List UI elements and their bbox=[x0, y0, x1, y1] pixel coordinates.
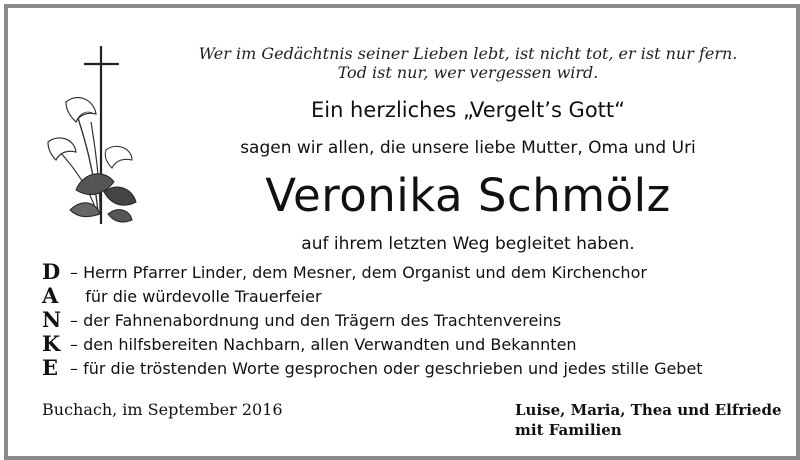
deceased-name: Veronika Schmölz bbox=[265, 169, 671, 222]
signature-names: Luise, Maria, Thea und Elfriede bbox=[515, 401, 782, 419]
danke-letter: A bbox=[42, 283, 59, 308]
obituary-card bbox=[4, 4, 800, 460]
intro-text: sagen wir allen, die unsere liebe Mutter, Oma und Uri bbox=[240, 138, 696, 158]
thanks-headline: Ein herzliches „Vergelt’s Gott“ bbox=[310, 98, 626, 122]
memorial-quote-line-2: Tod ist nur, wer vergessen wird. bbox=[337, 63, 599, 82]
danke-text: – der Fahnenabordnung und den Trägern des Trachtenvereins bbox=[70, 311, 562, 330]
signature-family: mit Familien bbox=[515, 421, 622, 439]
danke-letter: E bbox=[42, 355, 59, 380]
signature bbox=[515, 400, 782, 440]
place-date: Buchach, im September 2016 bbox=[42, 400, 283, 419]
memorial-quote-line-1: Wer im Gedächtnis seiner Lieben lebt, ist nicht tot, er ist nur fern. bbox=[198, 44, 738, 63]
danke-text: – für die tröstenden Worte gesprochen oder geschrieben und jedes stille Gebet bbox=[70, 359, 703, 378]
outro-text: auf ihrem letzten Weg begleitet haben. bbox=[301, 234, 635, 254]
cross-with-calla-lily-icon bbox=[36, 42, 146, 232]
danke-letter: D bbox=[42, 259, 61, 284]
danke-letter: N bbox=[42, 307, 62, 332]
danke-letter: K bbox=[42, 331, 61, 356]
danke-text: für die würdevolle Trauerfeier bbox=[70, 287, 322, 306]
danke-text: – Herrn Pfarrer Linder, dem Mesner, dem Organist und dem Kirchenchor bbox=[70, 263, 647, 282]
danke-text: – den hilfsbereiten Nachbarn, allen Verwandten und Bekannten bbox=[70, 335, 577, 354]
